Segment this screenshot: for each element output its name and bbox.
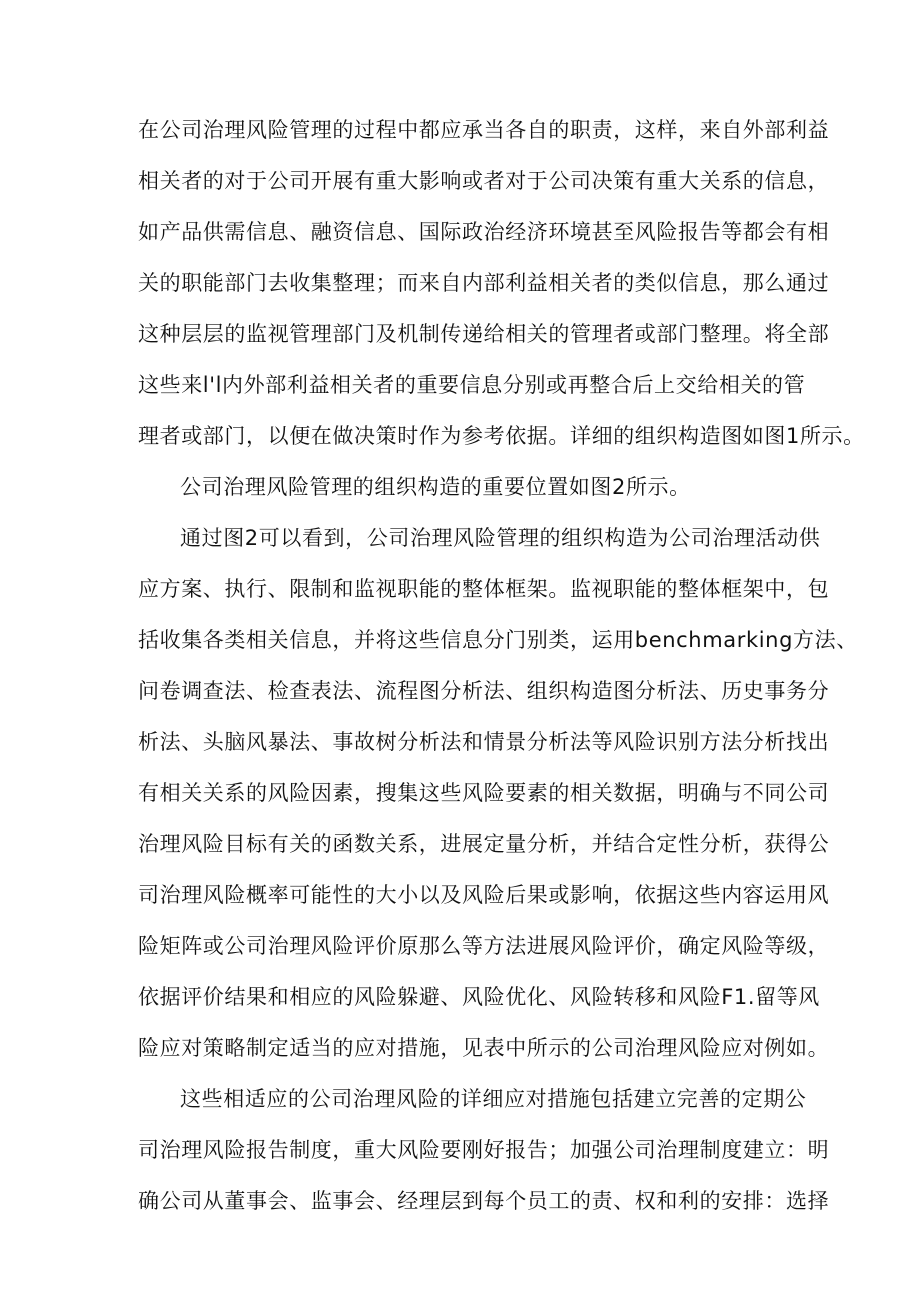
paragraph-line: 依据评价结果和相应的风险躲避、风险优化、风险转移和风险F1.留等风 xyxy=(138,985,820,1009)
paragraph-line: 险应对策略制定适当的应对措施，见表中所示的公司治理风险应对例如。 xyxy=(138,1036,830,1060)
paragraph-line: 在公司治理风险管理的过程中都应承当各自的职责，这样，来自外部利益 xyxy=(138,118,830,142)
paragraph-line: 公司治理风险管理的组织构造的重要位置如图2所示。 xyxy=(180,475,691,499)
paragraph-line: 关的职能部门去收集整理；而来自内部利益相关者的类似信息，那么通过 xyxy=(138,271,830,295)
paragraph-line: 这些来l'l内外部利益相关者的重要信息分别或再整合后上交给相关的管 xyxy=(138,373,806,397)
paragraph-line: 问卷调查法、检查表法、流程图分析法、组织构造图分析法、历史事务分 xyxy=(138,679,830,703)
paragraph-line: 括收集各类相关信息，并将这些信息分门别类，运用benchmarking方法、 xyxy=(138,628,858,652)
paragraph-line: 司治理风险报告制度，重大风险要刚好报告；加强公司治理制度建立：明 xyxy=(138,1138,830,1162)
paragraph-line: 如产品供需信息、融资信息、国际政治经济环境甚至风险报告等都会有相 xyxy=(138,220,830,244)
paragraph-line: 这种层层的监视管理部门及机制传递给相关的管理者或部门整理。将全部 xyxy=(138,322,830,346)
paragraph-line: 确公司从董事会、监事会、经理层到每个员工的责、权和利的安排：选择 xyxy=(138,1189,830,1213)
paragraph-line: 这些相适应的公司治理风险的详细应对措施包括建立完善的定期公 xyxy=(180,1087,807,1111)
paragraph-line: 析法、头脑风暴法、事故树分析法和情景分析法等风险识别方法分析找出 xyxy=(138,730,830,754)
paragraph-line: 有相关关系的风险因素，搜集这些风险要素的相关数据，明确与不同公司 xyxy=(138,781,830,805)
paragraph-line: 司治理风险概率可能性的大小以及风险后果或影响，依据这些内容运用风 xyxy=(138,883,830,907)
paragraph-line: 相关者的对于公司开展有重大影响或者对于公司决策有重大关系的信息， xyxy=(138,169,830,193)
paragraph-line: 通过图2可以看到，公司治理风险管理的组织构造为公司治理活动供 xyxy=(180,526,821,550)
paragraph-line: 险矩阵或公司治理风险评价原那么等方法进展风险评价，确定风险等级， xyxy=(138,934,830,958)
paragraph-line: 治理风险目标有关的函数关系，进展定量分析，并结合定性分析，获得公 xyxy=(138,832,830,856)
paragraph-line: 应方案、执行、限制和监视职能的整体框架。监视职能的整体框架中，包 xyxy=(138,577,830,601)
paragraph-line: 理者或部门，以便在做决策时作为参考依据。详细的组织构造图如图1所示。 xyxy=(138,424,865,448)
